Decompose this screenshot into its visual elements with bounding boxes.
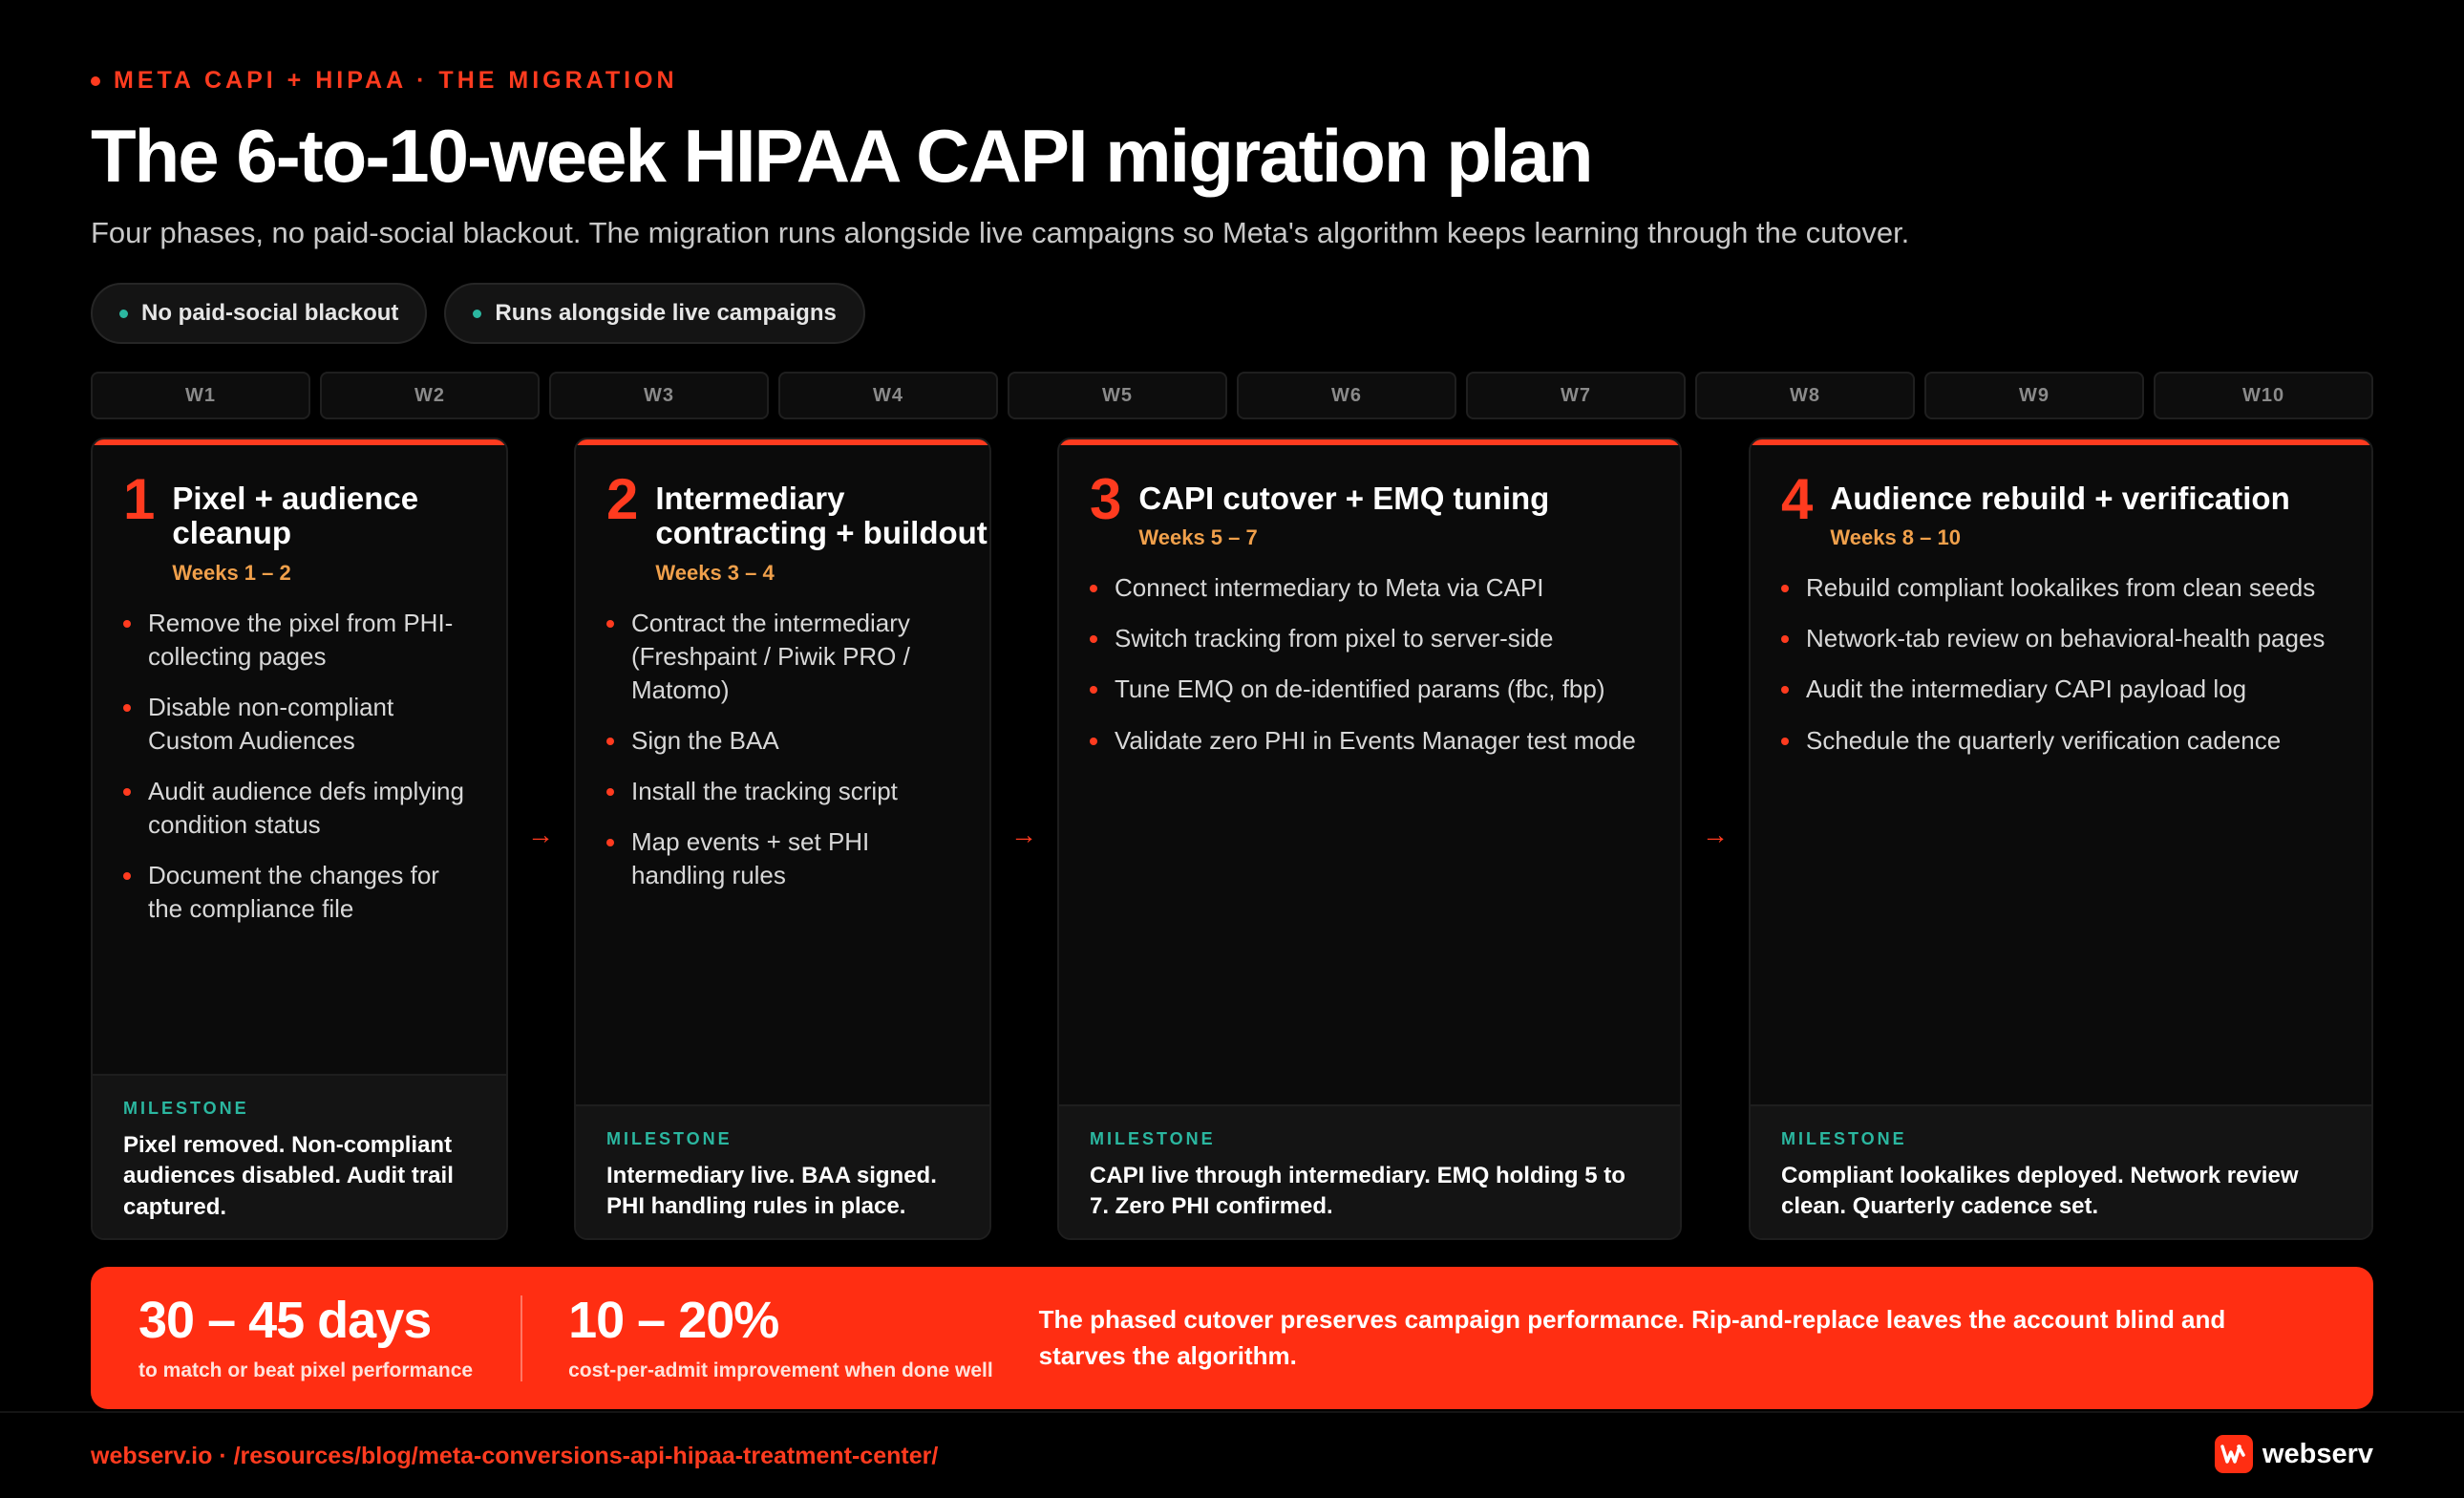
task-item: Audit audience defs implying condition status — [123, 775, 478, 842]
phase-weeks: Weeks 3 – 4 — [655, 560, 775, 585]
phase-header — [93, 439, 506, 586]
phase-tasks — [576, 607, 989, 893]
pill-live-campaigns — [444, 283, 864, 344]
footer-divider — [0, 1411, 2464, 1413]
results-banner — [91, 1267, 2373, 1409]
logo-w-icon — [2220, 1444, 2247, 1465]
phase-tasks — [1751, 571, 2371, 757]
page-title: The 6-to-10-week HIPAA CAPI migration plan — [91, 114, 1592, 198]
logo-mark-icon — [2215, 1435, 2253, 1473]
task-item: Schedule the quarterly verification cadence — [1781, 724, 2343, 758]
phase-title: CAPI cutover + EMQ tuning — [1138, 481, 1550, 516]
phase-header — [576, 439, 989, 586]
week-w4: W4 — [778, 372, 998, 419]
task-item: Validate zero PHI in Events Manager test mode — [1090, 724, 1651, 758]
pill-dot-icon — [119, 310, 128, 318]
phase-title: Intermediary contracting + buildout — [655, 481, 988, 551]
milestone-text: CAPI live through intermediary. EMQ holding 5 to 7. Zero PHI confirmed. — [1090, 1163, 1625, 1220]
phase-title: Pixel + audience cleanup — [172, 481, 419, 551]
milestone-label: MILESTONE — [1781, 1129, 1907, 1148]
phase-card-2 — [574, 438, 991, 1240]
milestone-box — [1059, 1104, 1680, 1238]
week-w6: W6 — [1237, 372, 1456, 419]
phase-header — [1751, 439, 2371, 550]
task-item: Network-tab review on behavioral-health pages — [1781, 622, 2343, 655]
phase-number: 3 — [1090, 467, 1122, 531]
phase-card-4 — [1749, 438, 2373, 1240]
week-w2: W2 — [320, 372, 540, 419]
stat-label: cost-per-admit improvement when done well — [568, 1359, 993, 1381]
week-w1: W1 — [91, 372, 310, 419]
pill-row — [91, 283, 865, 344]
phase-weeks: Weeks 5 – 7 — [1138, 525, 1258, 550]
eyebrow-dot-icon — [91, 76, 100, 86]
phase-weeks: Weeks 8 – 10 — [1830, 525, 1961, 550]
banner-note: The phased cutover preserves campaign performance. Rip-and-replace leaves the account blind and starves the algorithm. — [1038, 1304, 2226, 1370]
arrow-right-icon: → — [1702, 820, 1729, 849]
pill-label: Runs alongside live campaigns — [495, 300, 837, 326]
task-item: Switch tracking from pixel to server-side — [1090, 622, 1651, 655]
footer-link[interactable]: webserv.io · /resources/blog/meta-conversions-api-hipaa-treatment-center/ — [91, 1443, 939, 1469]
eyebrow-text: META CAPI + HIPAA · THE MIGRATION — [114, 67, 678, 94]
milestone-text: Compliant lookalikes deployed. Network review clean. Quarterly cadence set. — [1781, 1163, 2299, 1220]
task-item: Connect intermediary to Meta via CAPI — [1090, 571, 1651, 605]
phase-title: Audience rebuild + verification — [1830, 481, 2290, 516]
week-w10: W10 — [2154, 372, 2373, 419]
page-subtitle: Four phases, no paid-social blackout. The migration runs alongside live campaigns so Meta's algorithm keeps learning through the cutover. — [91, 216, 1910, 249]
stat-days — [138, 1291, 474, 1382]
stat-value: 10 – 20% — [568, 1291, 779, 1349]
milestone-text: Pixel removed. Non-compliant audiences disabled. Audit trail captured. — [123, 1132, 454, 1220]
week-w9: W9 — [1924, 372, 2144, 419]
banner-divider — [520, 1295, 522, 1381]
week-w5: W5 — [1008, 372, 1227, 419]
eyebrow — [91, 67, 678, 95]
task-item: Remove the pixel from PHI-collecting pages — [123, 607, 478, 674]
task-item: Install the tracking script — [606, 775, 961, 808]
task-item: Map events + set PHI handling rules — [606, 825, 961, 892]
arrow-right-icon: → — [1010, 820, 1037, 849]
phase-weeks: Weeks 1 – 2 — [172, 560, 291, 585]
pill-label: No paid-social blackout — [141, 300, 399, 326]
phase-tasks — [1059, 571, 1680, 757]
task-item: Audit the intermediary CAPI payload log — [1781, 673, 2343, 706]
week-w7: W7 — [1466, 372, 1686, 419]
pill-dot-icon — [473, 310, 481, 318]
task-item: Contract the intermediary (Freshpaint / Piwik PRO / Matomo) — [606, 607, 961, 707]
phase-number: 4 — [1781, 467, 1814, 531]
milestone-box — [576, 1104, 989, 1238]
week-timeline — [91, 372, 2373, 419]
task-item: Sign the BAA — [606, 724, 961, 758]
logo-text: webserv — [2262, 1438, 2373, 1469]
phase-number: 1 — [123, 467, 156, 531]
stat-label: to match or beat pixel performance — [138, 1359, 474, 1381]
brand-logo[interactable] — [2215, 1435, 2373, 1473]
milestone-label: MILESTONE — [123, 1099, 249, 1118]
stat-cost — [568, 1291, 993, 1382]
phase-tasks — [93, 607, 506, 927]
milestone-box — [93, 1074, 506, 1238]
task-item: Rebuild compliant lookalikes from clean seeds — [1781, 571, 2343, 605]
phase-card-1 — [91, 438, 508, 1240]
week-w3: W3 — [549, 372, 769, 419]
arrow-right-icon: → — [527, 820, 554, 849]
task-item: Tune EMQ on de-identified params (fbc, fbp) — [1090, 673, 1651, 706]
pill-no-blackout — [91, 283, 427, 344]
milestone-text: Intermediary live. BAA signed. PHI handling rules in place. — [606, 1163, 937, 1220]
task-item: Document the changes for the compliance file — [123, 859, 478, 926]
stat-value: 30 – 45 days — [138, 1291, 432, 1349]
milestone-label: MILESTONE — [606, 1129, 733, 1148]
task-item: Disable non-compliant Custom Audiences — [123, 691, 478, 758]
phase-card-3 — [1057, 438, 1682, 1240]
milestone-box — [1751, 1104, 2371, 1238]
week-w8: W8 — [1695, 372, 1915, 419]
phase-header — [1059, 439, 1680, 550]
milestone-label: MILESTONE — [1090, 1129, 1216, 1148]
phase-number: 2 — [606, 467, 639, 531]
